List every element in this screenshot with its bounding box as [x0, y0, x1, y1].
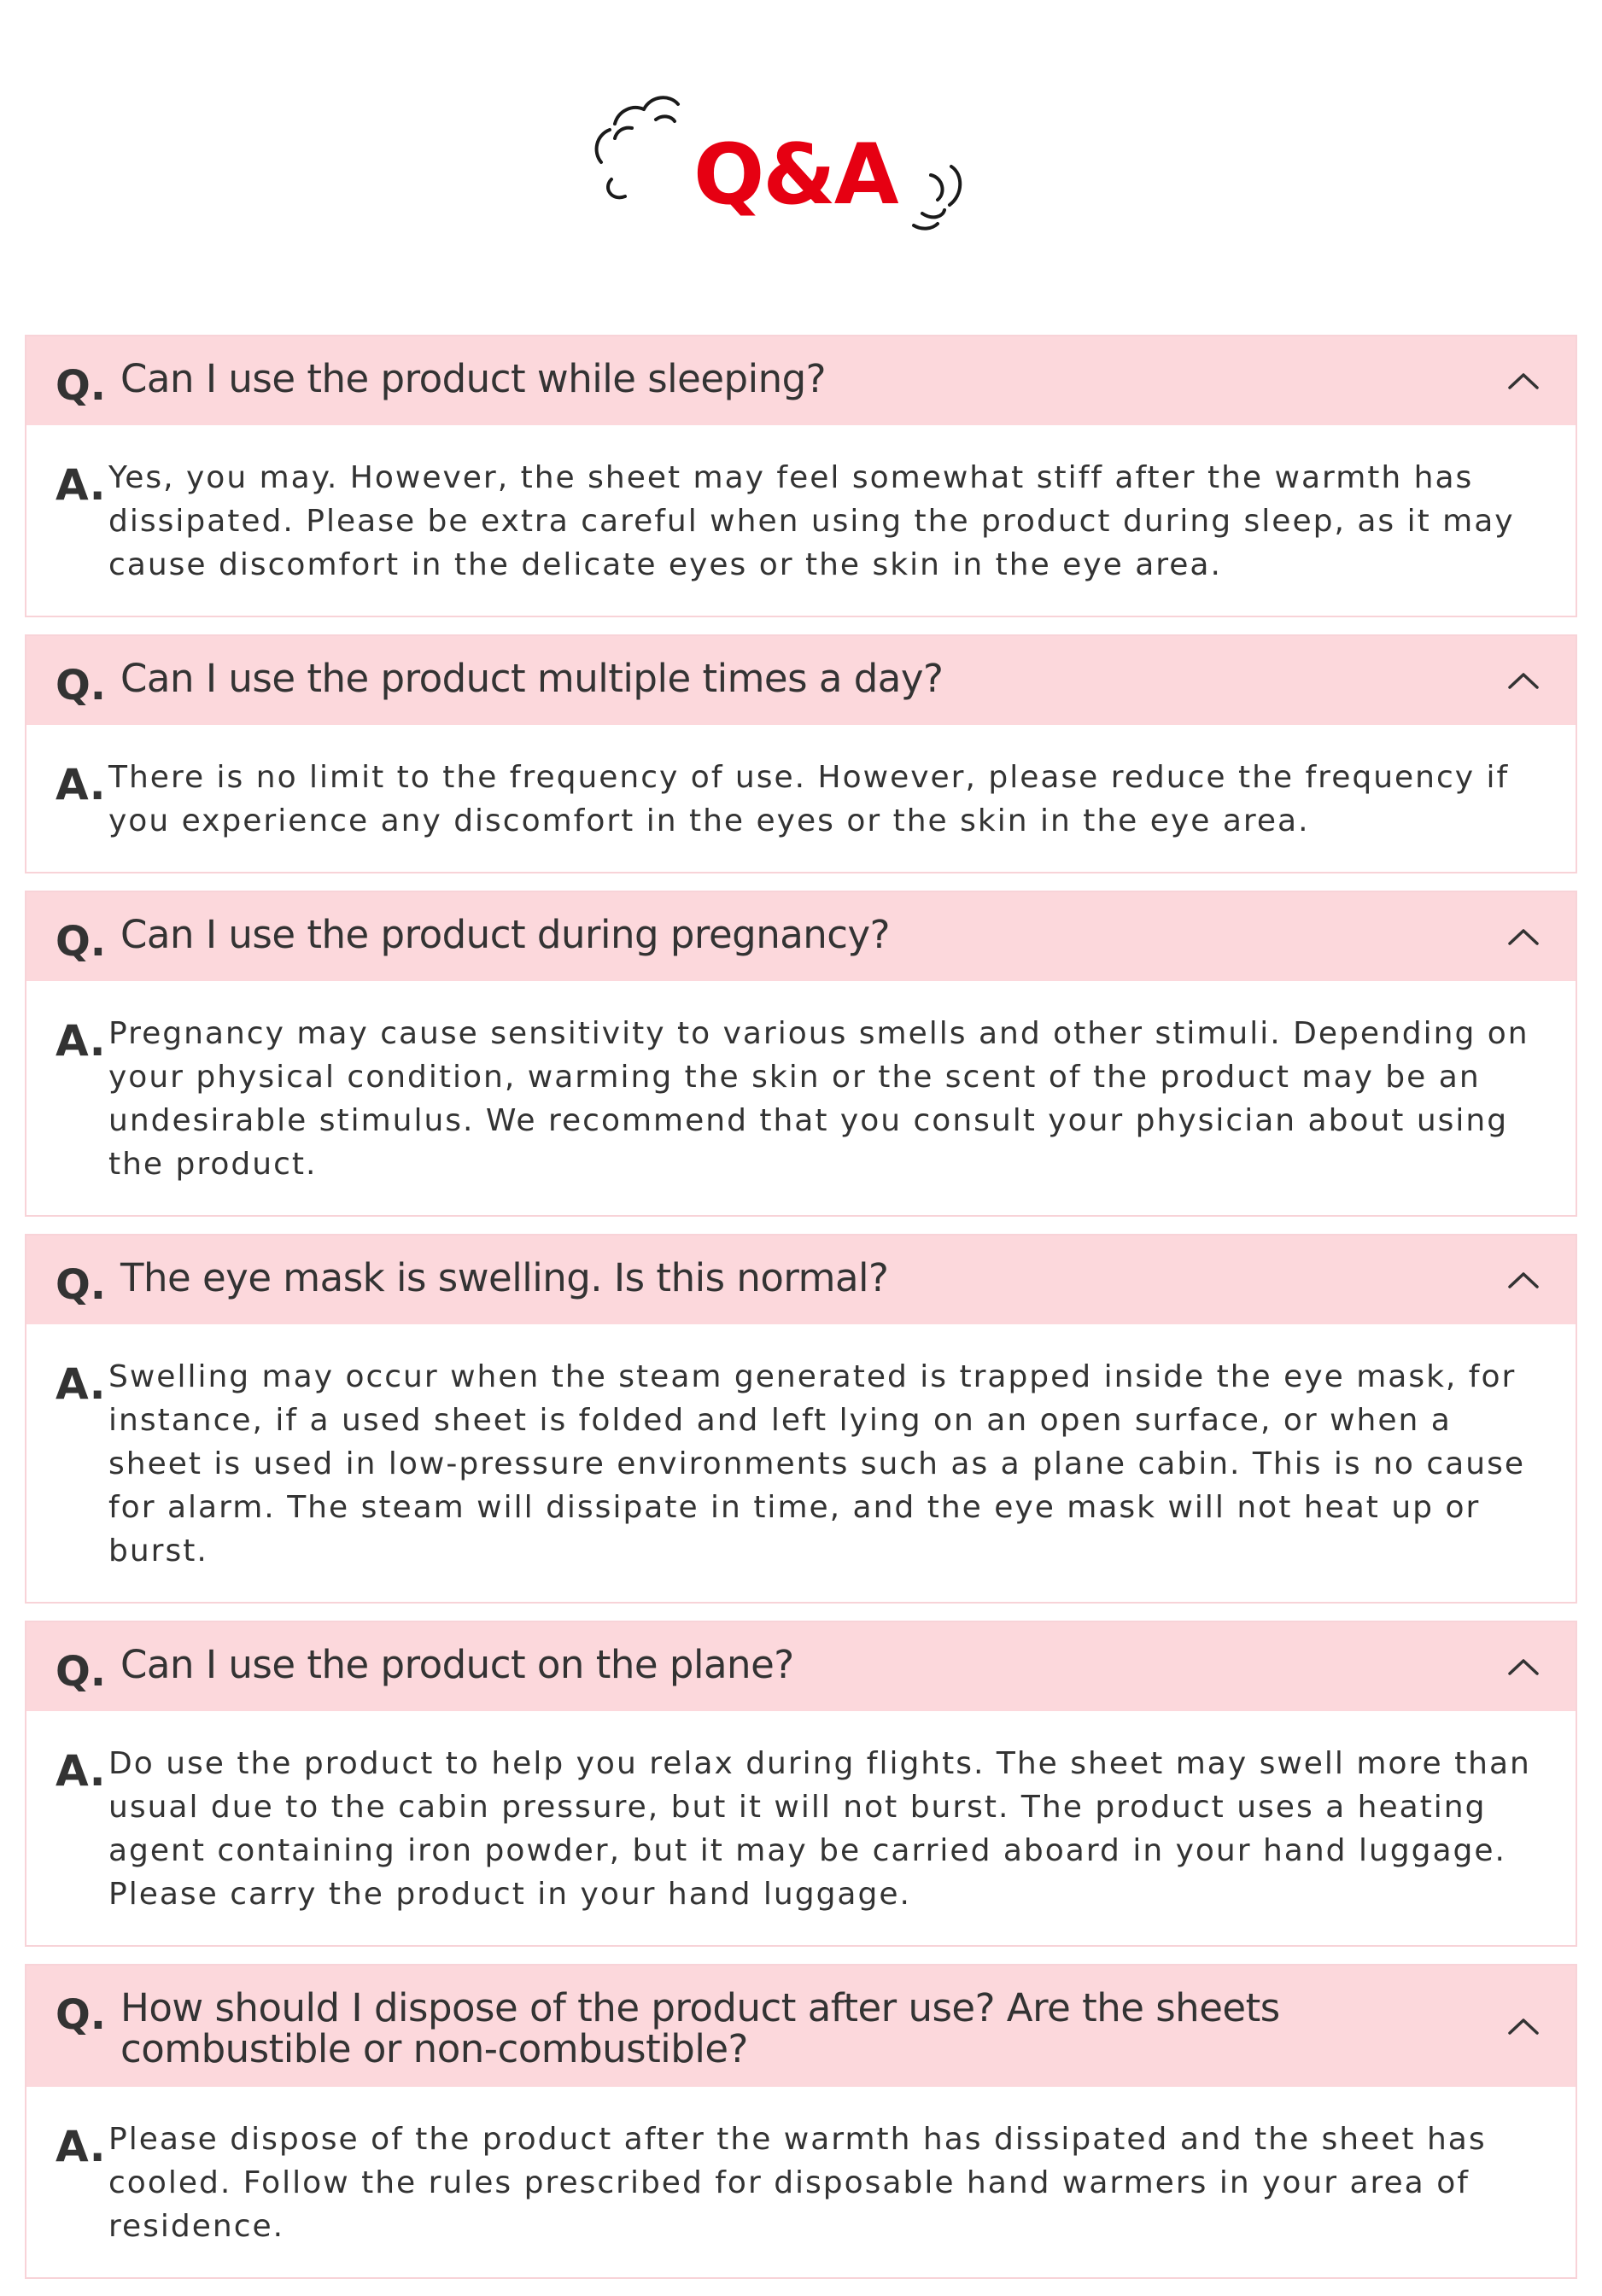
question-marker: Q.	[56, 662, 107, 710]
question-marker: Q.	[56, 1991, 107, 2039]
question-text: Can I use the product during pregnancy?	[120, 912, 891, 957]
faq-answer	[26, 1711, 1576, 1945]
faq-item	[25, 634, 1577, 873]
faq-item	[25, 335, 1577, 617]
faq-item	[25, 891, 1577, 1217]
faq-item	[25, 1234, 1577, 1604]
answer-text: Swelling may occur when the steam generated is trapped inside the eye mask, for instance, if a used sheet is folded and left lying on an open surface, or when a sheet is used in low-pressure environments such as a plane cabin. This is no cause for alarm. The steam will dissipate in time, and the eye mask will not heat up or burst.	[108, 1359, 1525, 1569]
faq-question-header[interactable]	[26, 1236, 1576, 1324]
answer-text: Pregnancy may cause sensitivity to various smells and other stimuli. Depending on your physical condition, warming the skin or the scent of the product may be an undesirable stimulus. We recommend that you consult your physician about using the product.	[108, 1016, 1529, 1182]
faq-answer	[26, 981, 1576, 1215]
faq-item	[25, 1621, 1577, 1947]
faq-question-header[interactable]	[26, 636, 1576, 725]
chevron-up-icon[interactable]	[1506, 1269, 1541, 1291]
faq-answer	[26, 1324, 1576, 1602]
answer-text: There is no limit to the frequency of use. However, please reduce the frequency if you experience any discomfort in the eyes or the skin in the eye area.	[108, 760, 1510, 838]
chevron-up-icon[interactable]	[1506, 1656, 1541, 1678]
question-marker: Q.	[56, 1261, 107, 1309]
chevron-up-icon[interactable]	[1506, 669, 1541, 692]
question-marker: Q.	[56, 1648, 107, 1696]
answer-marker: A.	[56, 1746, 106, 1796]
answer-marker: A.	[56, 1016, 106, 1066]
answer-marker: A.	[56, 2122, 106, 2171]
faq-question-header[interactable]	[26, 1622, 1576, 1711]
faq-item	[25, 1964, 1577, 2279]
answer-marker: A.	[56, 1359, 106, 1409]
answer-text: Please dispose of the product after the warmth has dissipated and the sheet has cooled. Follow the rules prescribed for disposable hand warmers in your area of residence.	[108, 2122, 1487, 2244]
faq-list	[25, 335, 1577, 2296]
answer-text: Yes, you may. However, the sheet may feel somewhat stiff after the warmth has dissipated. Please be extra careful when using the product during sleep, as it may cause discomfort in the delicate eyes or the skin in the eye area.	[108, 460, 1515, 582]
question-text: How should I dispose of the product after use? Are the sheets combustible or non-combustible?	[120, 1985, 1280, 2071]
chevron-up-icon[interactable]	[1506, 370, 1541, 392]
faq-answer	[26, 2087, 1576, 2277]
question-text: Can I use the product multiple times a day?	[120, 656, 944, 701]
question-text: Can I use the product on the plane?	[120, 1642, 794, 1687]
faq-question-header[interactable]	[26, 892, 1576, 981]
question-marker: Q.	[56, 918, 107, 966]
answer-text: Do use the product to help you relax during flights. The sheet may swell more than usual due to the cabin pressure, but it will not burst. The product uses a heating agent containing iron powder, but it may be carried aboard in your hand luggage. Please carry the product in your hand luggage.	[108, 1746, 1531, 1912]
faq-answer	[26, 725, 1576, 872]
question-text: The eye mask is swelling. Is this normal?	[120, 1255, 889, 1300]
answer-marker: A.	[56, 460, 106, 510]
answer-marker: A.	[56, 760, 106, 809]
page-title: Q&A	[693, 126, 897, 224]
question-marker: Q.	[56, 362, 107, 410]
page-header	[0, 0, 1602, 333]
faq-question-header[interactable]	[26, 1966, 1576, 2087]
faq-question-header[interactable]	[26, 336, 1576, 425]
question-text: Can I use the product while sleeping?	[120, 356, 827, 401]
faq-answer	[26, 425, 1576, 616]
chevron-up-icon[interactable]	[1506, 2015, 1541, 2037]
chevron-up-icon[interactable]	[1506, 926, 1541, 948]
